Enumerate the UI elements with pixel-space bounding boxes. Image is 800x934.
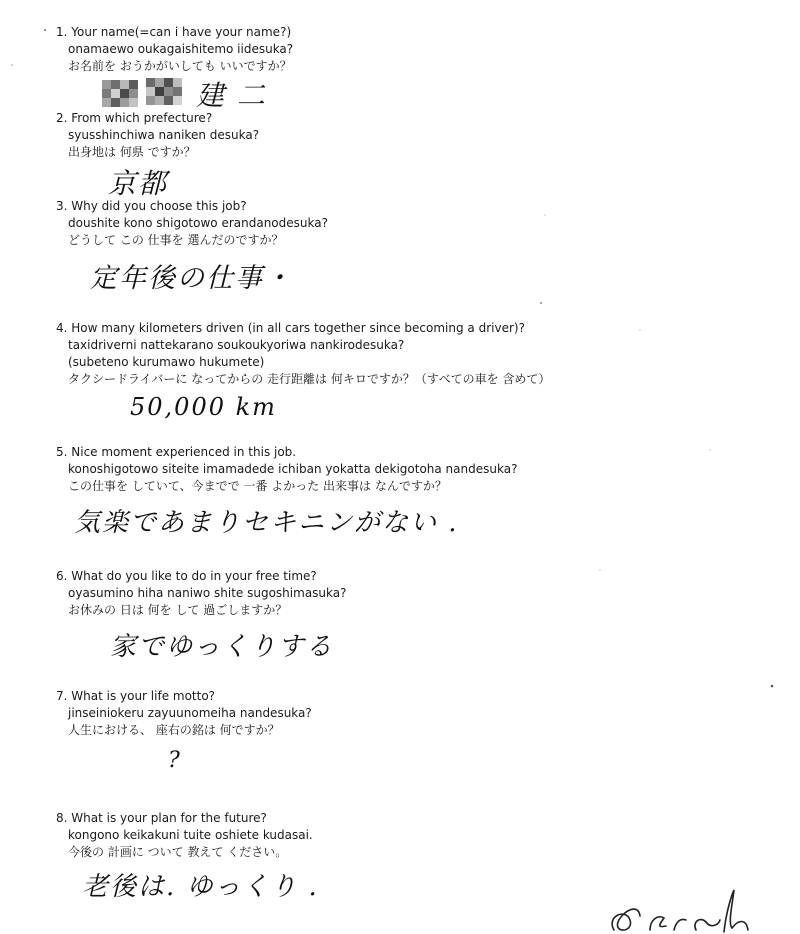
question-romaji: taxidriverni nattekarano soukoukyoriwa nankirodesuka? [68, 338, 405, 352]
answer-8: 老後は. ゆっくり . [82, 872, 319, 902]
question-japanese: どうして この 仕事を 選んだのですか？ [68, 233, 284, 247]
answer-5: 気楽であまりセキニンがない . [74, 508, 459, 538]
question-romaji-note: (subeteno kurumawo hukumete) [68, 355, 265, 369]
question-japanese: タクシードライバーに なってからの 走行距離は 何キロですか？（すべての車を 含めて） [68, 372, 551, 386]
question-7 [56, 688, 756, 739]
question-romaji: jinseiniokeru zayuunomeiha nandesuka? [68, 706, 312, 720]
question-title: 4. How many kilometers driven (in all cars together since becoming a driver)? [56, 321, 525, 335]
answer-6: 家でゆっくりする [110, 632, 334, 662]
question-title: 5. Nice moment experienced in this job. [56, 445, 297, 459]
question-title: 1. Your name(=can i have your name?) [56, 25, 292, 39]
question-4 [56, 320, 756, 388]
question-8 [56, 810, 756, 861]
answer-4: 50,000 km [130, 393, 277, 421]
redacted-name-block [102, 78, 202, 108]
question-romaji: onamaewo oukagaishitemo iidesuka? [68, 42, 294, 56]
question-japanese: この仕事を していて、今までで 一番 よかった 出来事は なんですか？ [68, 479, 447, 493]
question-romaji: doushite kono shigotowo erandanodesuka? [68, 216, 328, 230]
answer-2: 京都 [108, 167, 169, 200]
answer-1: 建 二 [196, 79, 267, 112]
question-2 [56, 110, 756, 161]
question-5 [56, 444, 756, 495]
question-romaji: oyasumino hiha naniwo shite sugoshimasuka? [68, 586, 347, 600]
question-6 [56, 568, 756, 619]
question-title: 3. Why did you choose this job? [56, 199, 247, 213]
question-title: 6. What do you like to do in your free time? [56, 569, 317, 583]
question-japanese: 人生における、 座右の銘は 何ですか？ [68, 723, 280, 737]
question-title: 2. From which prefecture? [56, 111, 213, 125]
question-japanese: お名前を おうかがいしても いいですか？ [68, 59, 292, 73]
question-romaji: konoshigotowo siteite imamadede ichiban yokatta dekigotoha nandesuka? [68, 462, 518, 476]
answer-7: ? [168, 748, 182, 773]
question-japanese: お休みの 日は 何を して 過ごしますか？ [68, 603, 288, 617]
question-3 [56, 198, 756, 249]
question-title: 8. What is your plan for the future? [56, 811, 267, 825]
question-romaji: syusshinchiwa naniken desuka? [68, 128, 260, 142]
question-title: 7. What is your life motto? [56, 689, 216, 703]
question-romaji: kongono keikakuni tuite oshiete kudasai. [68, 828, 313, 842]
answer-3: 定年後の仕事・ [90, 263, 293, 294]
question-japanese: 出身地は 何県 ですか？ [68, 145, 196, 159]
signature-scribble [600, 872, 800, 934]
question-1 [56, 24, 756, 75]
question-japanese: 今後の 計画に ついて 教えて ください。 [68, 845, 288, 859]
